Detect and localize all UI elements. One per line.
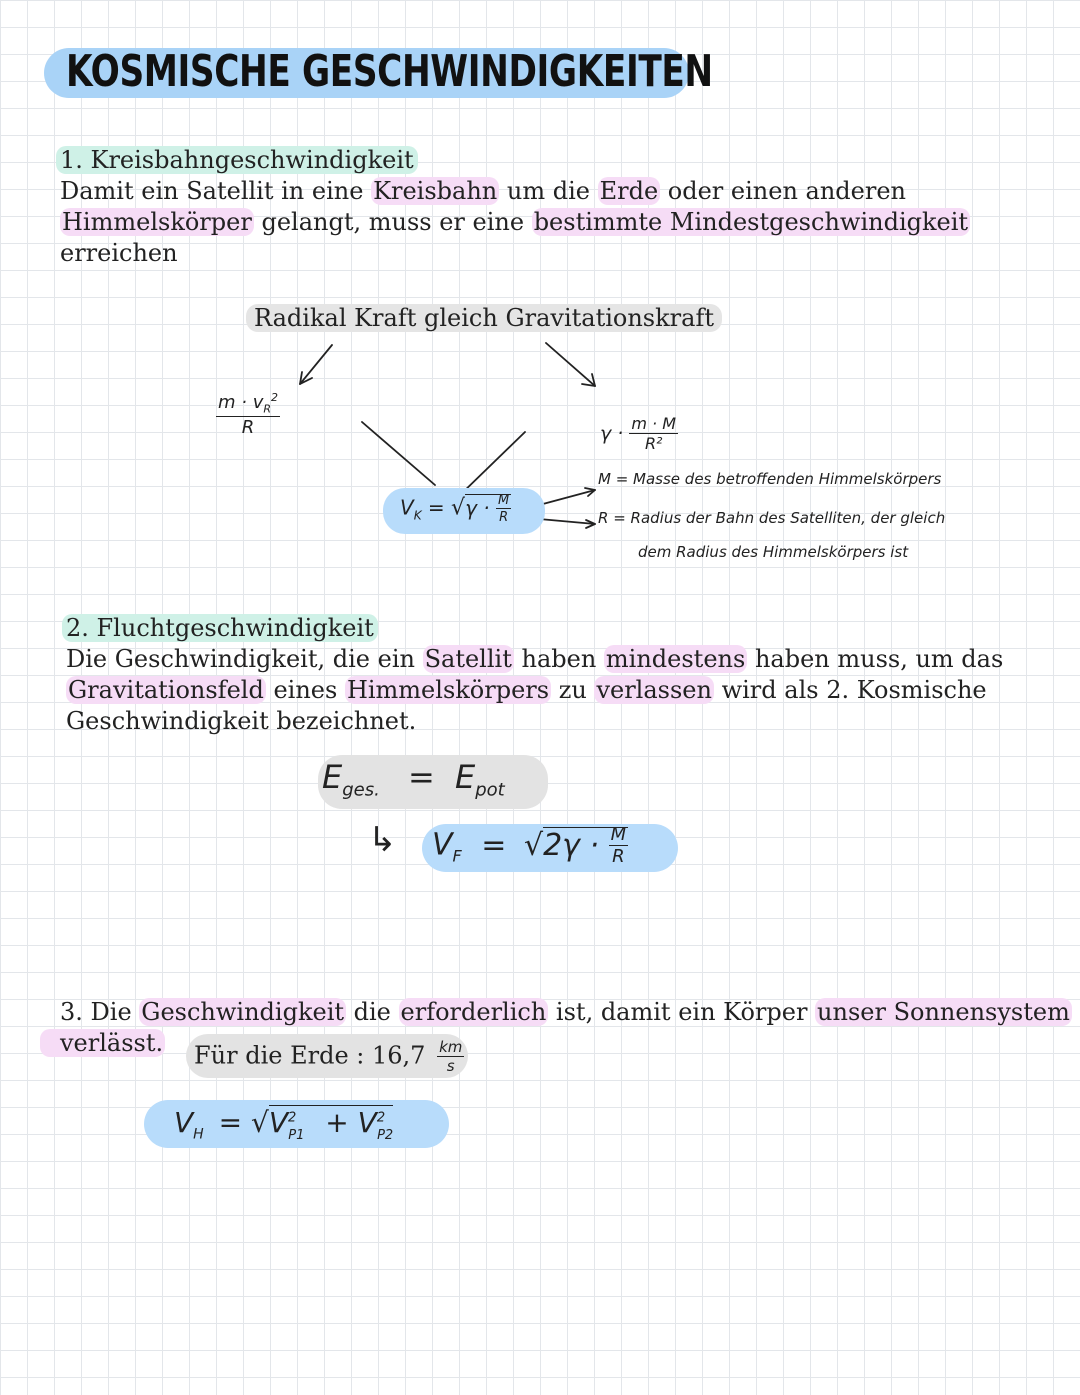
centripetal-force-fraction: $\frac{m \cdot v_R^2}{R}$ bbox=[218, 391, 279, 438]
solar-escape-velocity-formula: $V_H = √V^2_{P1} + V^2_{P2}$ bbox=[174, 1106, 394, 1143]
section2-paragraph bbox=[66, 644, 1003, 737]
diagram-label: Radikal Kraft gleich Gravitationskraft bbox=[246, 303, 722, 334]
section2-line-1: Die Geschwindigkeit, die ein Satellit haben mindestens haben muss, um das bbox=[66, 645, 1004, 673]
page-title: KOSMISCHE GESCHWINDIGKEITEN bbox=[66, 46, 713, 97]
section1-line-3: erreichen bbox=[60, 239, 178, 267]
section1-line-2: Himmelskörper gelangt, muss er eine bestimmte Mindestgeschwindigkeit bbox=[62, 208, 969, 236]
section2-heading: 2. Fluchtgeschwindigkeit bbox=[62, 613, 378, 644]
section2-line-3: Geschwindigkeit bezeichnet. bbox=[66, 707, 417, 735]
section1-line-1: Damit ein Satellit in eine Kreisbahn um die Erde oder einen anderen bbox=[60, 177, 906, 205]
section3-line-1: 3. Die Geschwindigkeit die erforderlich ist, damit ein Körper unser Sonnensystem bbox=[60, 998, 1070, 1026]
gravitational-force-formula: γ · $\frac{m \cdot M}{\text{R²}}$ bbox=[600, 414, 677, 453]
note-mass: M = Masse des betroffenden Himmelskörpers bbox=[598, 470, 942, 488]
earth-escape-value: Für die Erde : 16,7 $\frac{km}{s}$ bbox=[194, 1038, 463, 1075]
note-radius-line-1: R = Radius der Bahn des Satelliten, der gleich bbox=[598, 509, 946, 527]
energy-equation: $E_{ges.} = E_{pot}$ bbox=[322, 758, 505, 801]
orbital-velocity-formula: $V_K = √\gamma$ · $\frac{M}{R}$ bbox=[400, 493, 510, 525]
note-radius-line-2: dem Radius des Himmelskörpers ist bbox=[638, 543, 909, 561]
arrow-icon: ↳ bbox=[368, 820, 397, 860]
section3-line-2: verlässt. bbox=[40, 1028, 1072, 1059]
escape-velocity-formula: $V_F = √2\gamma$ · $\frac{M}{R}$ bbox=[432, 824, 627, 867]
section1-heading: 1. Kreisbahngeschwindigkeit bbox=[56, 145, 418, 176]
section2-line-2: Gravitationsfeld eines Himmelskörpers zu verlassen wird als 2. Kosmische bbox=[68, 676, 987, 704]
